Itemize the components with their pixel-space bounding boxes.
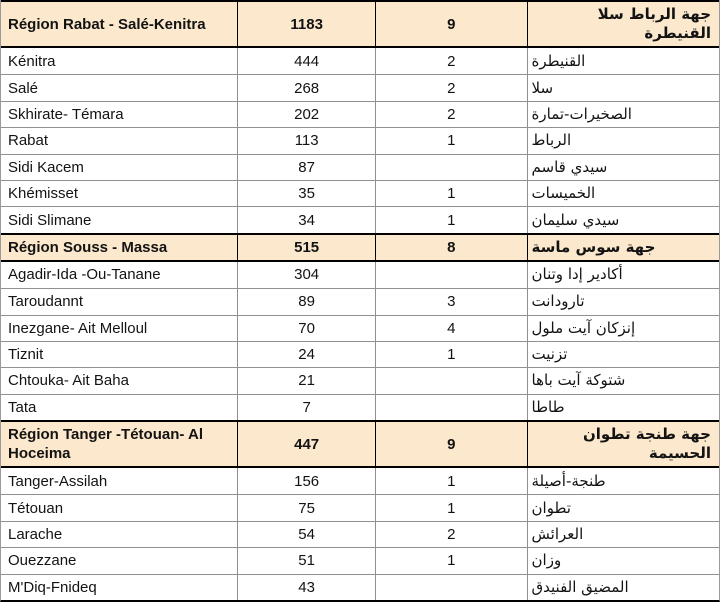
- name-fr-cell: Agadir-Ida -Ou-Tanane: [8, 266, 161, 284]
- name-ar-cell: طاطا: [527, 395, 719, 420]
- city-row: [1, 394, 719, 420]
- city-row: [1, 154, 719, 180]
- name-ar-cell: الخميسات: [527, 181, 719, 206]
- count-cell: 1: [375, 468, 527, 494]
- city-row: [1, 180, 719, 206]
- name-fr-cell: Tiznit: [8, 346, 44, 364]
- name-ar-cell: سلا: [527, 75, 719, 100]
- region-row: [1, 0, 719, 48]
- city-row: [1, 262, 719, 288]
- total-cell: 35: [237, 181, 375, 206]
- name-ar-cell: جهة الرباط سلا القنيطرة: [527, 2, 719, 46]
- name-fr-cell: Région Tanger -Tétouan- Al Hoceima: [8, 426, 203, 463]
- total-cell: 202: [237, 102, 375, 127]
- city-row: [1, 48, 719, 74]
- name-fr-cell: Salé: [8, 79, 39, 97]
- name-ar-cell: العرائش: [527, 522, 719, 547]
- name-fr-cell: Sidi Slimane: [8, 211, 92, 229]
- total-cell: 304: [237, 262, 375, 288]
- count-cell: 1: [375, 548, 527, 573]
- name-fr-cell: Tanger-Assilah: [8, 472, 108, 490]
- name-fr-cell: Région Souss - Massa: [8, 238, 168, 256]
- name-ar-cell: وزان: [527, 548, 719, 573]
- total-cell: 51: [237, 548, 375, 573]
- count-cell: [375, 262, 527, 288]
- name-ar-cell: المضيق الفنيدق: [527, 575, 719, 600]
- name-ar-cell: تزنيت: [527, 342, 719, 367]
- total-cell: 21: [237, 368, 375, 393]
- total-cell: 54: [237, 522, 375, 547]
- count-cell: 3: [375, 289, 527, 314]
- city-row: [1, 341, 719, 367]
- total-cell: 156: [237, 468, 375, 494]
- name-ar-cell: الصخيرات-تمارة: [527, 102, 719, 127]
- total-cell: 1183: [237, 2, 375, 46]
- city-row: [1, 127, 719, 153]
- name-ar-cell: جهة سوس ماسة: [527, 235, 719, 260]
- city-row: [1, 101, 719, 127]
- name-fr-cell: Rabat: [8, 132, 49, 150]
- total-cell: 515: [237, 235, 375, 260]
- city-row: [1, 367, 719, 393]
- name-fr-cell: Khémisset: [8, 185, 79, 203]
- total-cell: 87: [237, 155, 375, 180]
- total-cell: 444: [237, 48, 375, 74]
- city-row: [1, 315, 719, 341]
- name-fr-cell: Sidi Kacem: [8, 158, 84, 176]
- count-cell: 4: [375, 316, 527, 341]
- count-cell: [375, 395, 527, 420]
- name-ar-cell: أكادير إدا وتنان: [527, 262, 719, 288]
- count-cell: 8: [375, 235, 527, 260]
- name-ar-cell: جهة طنجة تطوان الحسيمة: [527, 422, 719, 466]
- count-cell: 1: [375, 128, 527, 153]
- total-cell: 24: [237, 342, 375, 367]
- city-row: [1, 74, 719, 100]
- city-row: [1, 468, 719, 494]
- count-cell: [375, 575, 527, 600]
- total-cell: 7: [237, 395, 375, 420]
- total-cell: 113: [237, 128, 375, 153]
- name-fr-cell: Ouezzane: [8, 552, 77, 570]
- name-fr-cell: Tétouan: [8, 499, 64, 517]
- name-ar-cell: سيدي سليمان: [527, 207, 719, 232]
- city-row: [1, 521, 719, 547]
- name-fr-cell: Skhirate- Témara: [8, 105, 124, 123]
- total-cell: 70: [237, 316, 375, 341]
- city-row: [1, 206, 719, 232]
- count-cell: 1: [375, 207, 527, 232]
- name-fr-cell: Inezgane- Ait Melloul: [8, 319, 148, 337]
- total-cell: 89: [237, 289, 375, 314]
- count-cell: 1: [375, 495, 527, 520]
- name-fr-cell: M'Diq-Fnideq: [8, 578, 97, 596]
- total-cell: 268: [237, 75, 375, 100]
- city-row: [1, 547, 719, 573]
- total-cell: 43: [237, 575, 375, 600]
- count-cell: 2: [375, 75, 527, 100]
- name-ar-cell: تطوان: [527, 495, 719, 520]
- total-cell: 34: [237, 207, 375, 232]
- count-cell: 2: [375, 48, 527, 74]
- name-ar-cell: شتوكة آيت باها: [527, 368, 719, 393]
- total-cell: 447: [237, 422, 375, 466]
- region-row: [1, 233, 719, 262]
- name-ar-cell: تارودانت: [527, 289, 719, 314]
- count-cell: 9: [375, 422, 527, 466]
- count-cell: 1: [375, 342, 527, 367]
- name-fr-cell: Taroudannt: [8, 293, 84, 311]
- count-cell: 2: [375, 522, 527, 547]
- name-ar-cell: طنجة-أصيلة: [527, 468, 719, 494]
- city-row: [1, 574, 719, 600]
- count-cell: [375, 368, 527, 393]
- name-fr-cell: Kénitra: [8, 52, 56, 70]
- name-fr-cell: Larache: [8, 526, 63, 544]
- total-cell: 75: [237, 495, 375, 520]
- name-fr-cell: Tata: [8, 398, 37, 416]
- region-row: [1, 420, 719, 468]
- name-ar-cell: القنيطرة: [527, 48, 719, 74]
- count-cell: 9: [375, 2, 527, 46]
- name-fr-cell: Région Rabat - Salé-Kenitra: [8, 15, 206, 33]
- count-cell: [375, 155, 527, 180]
- name-ar-cell: الرباط: [527, 128, 719, 153]
- city-row: [1, 288, 719, 314]
- name-fr-cell: Chtouka- Ait Baha: [8, 372, 129, 390]
- name-ar-cell: سيدي قاسم: [527, 155, 719, 180]
- city-row: [1, 494, 719, 520]
- count-cell: 2: [375, 102, 527, 127]
- name-ar-cell: إنزكان آيت ملول: [527, 316, 719, 341]
- count-cell: 1: [375, 181, 527, 206]
